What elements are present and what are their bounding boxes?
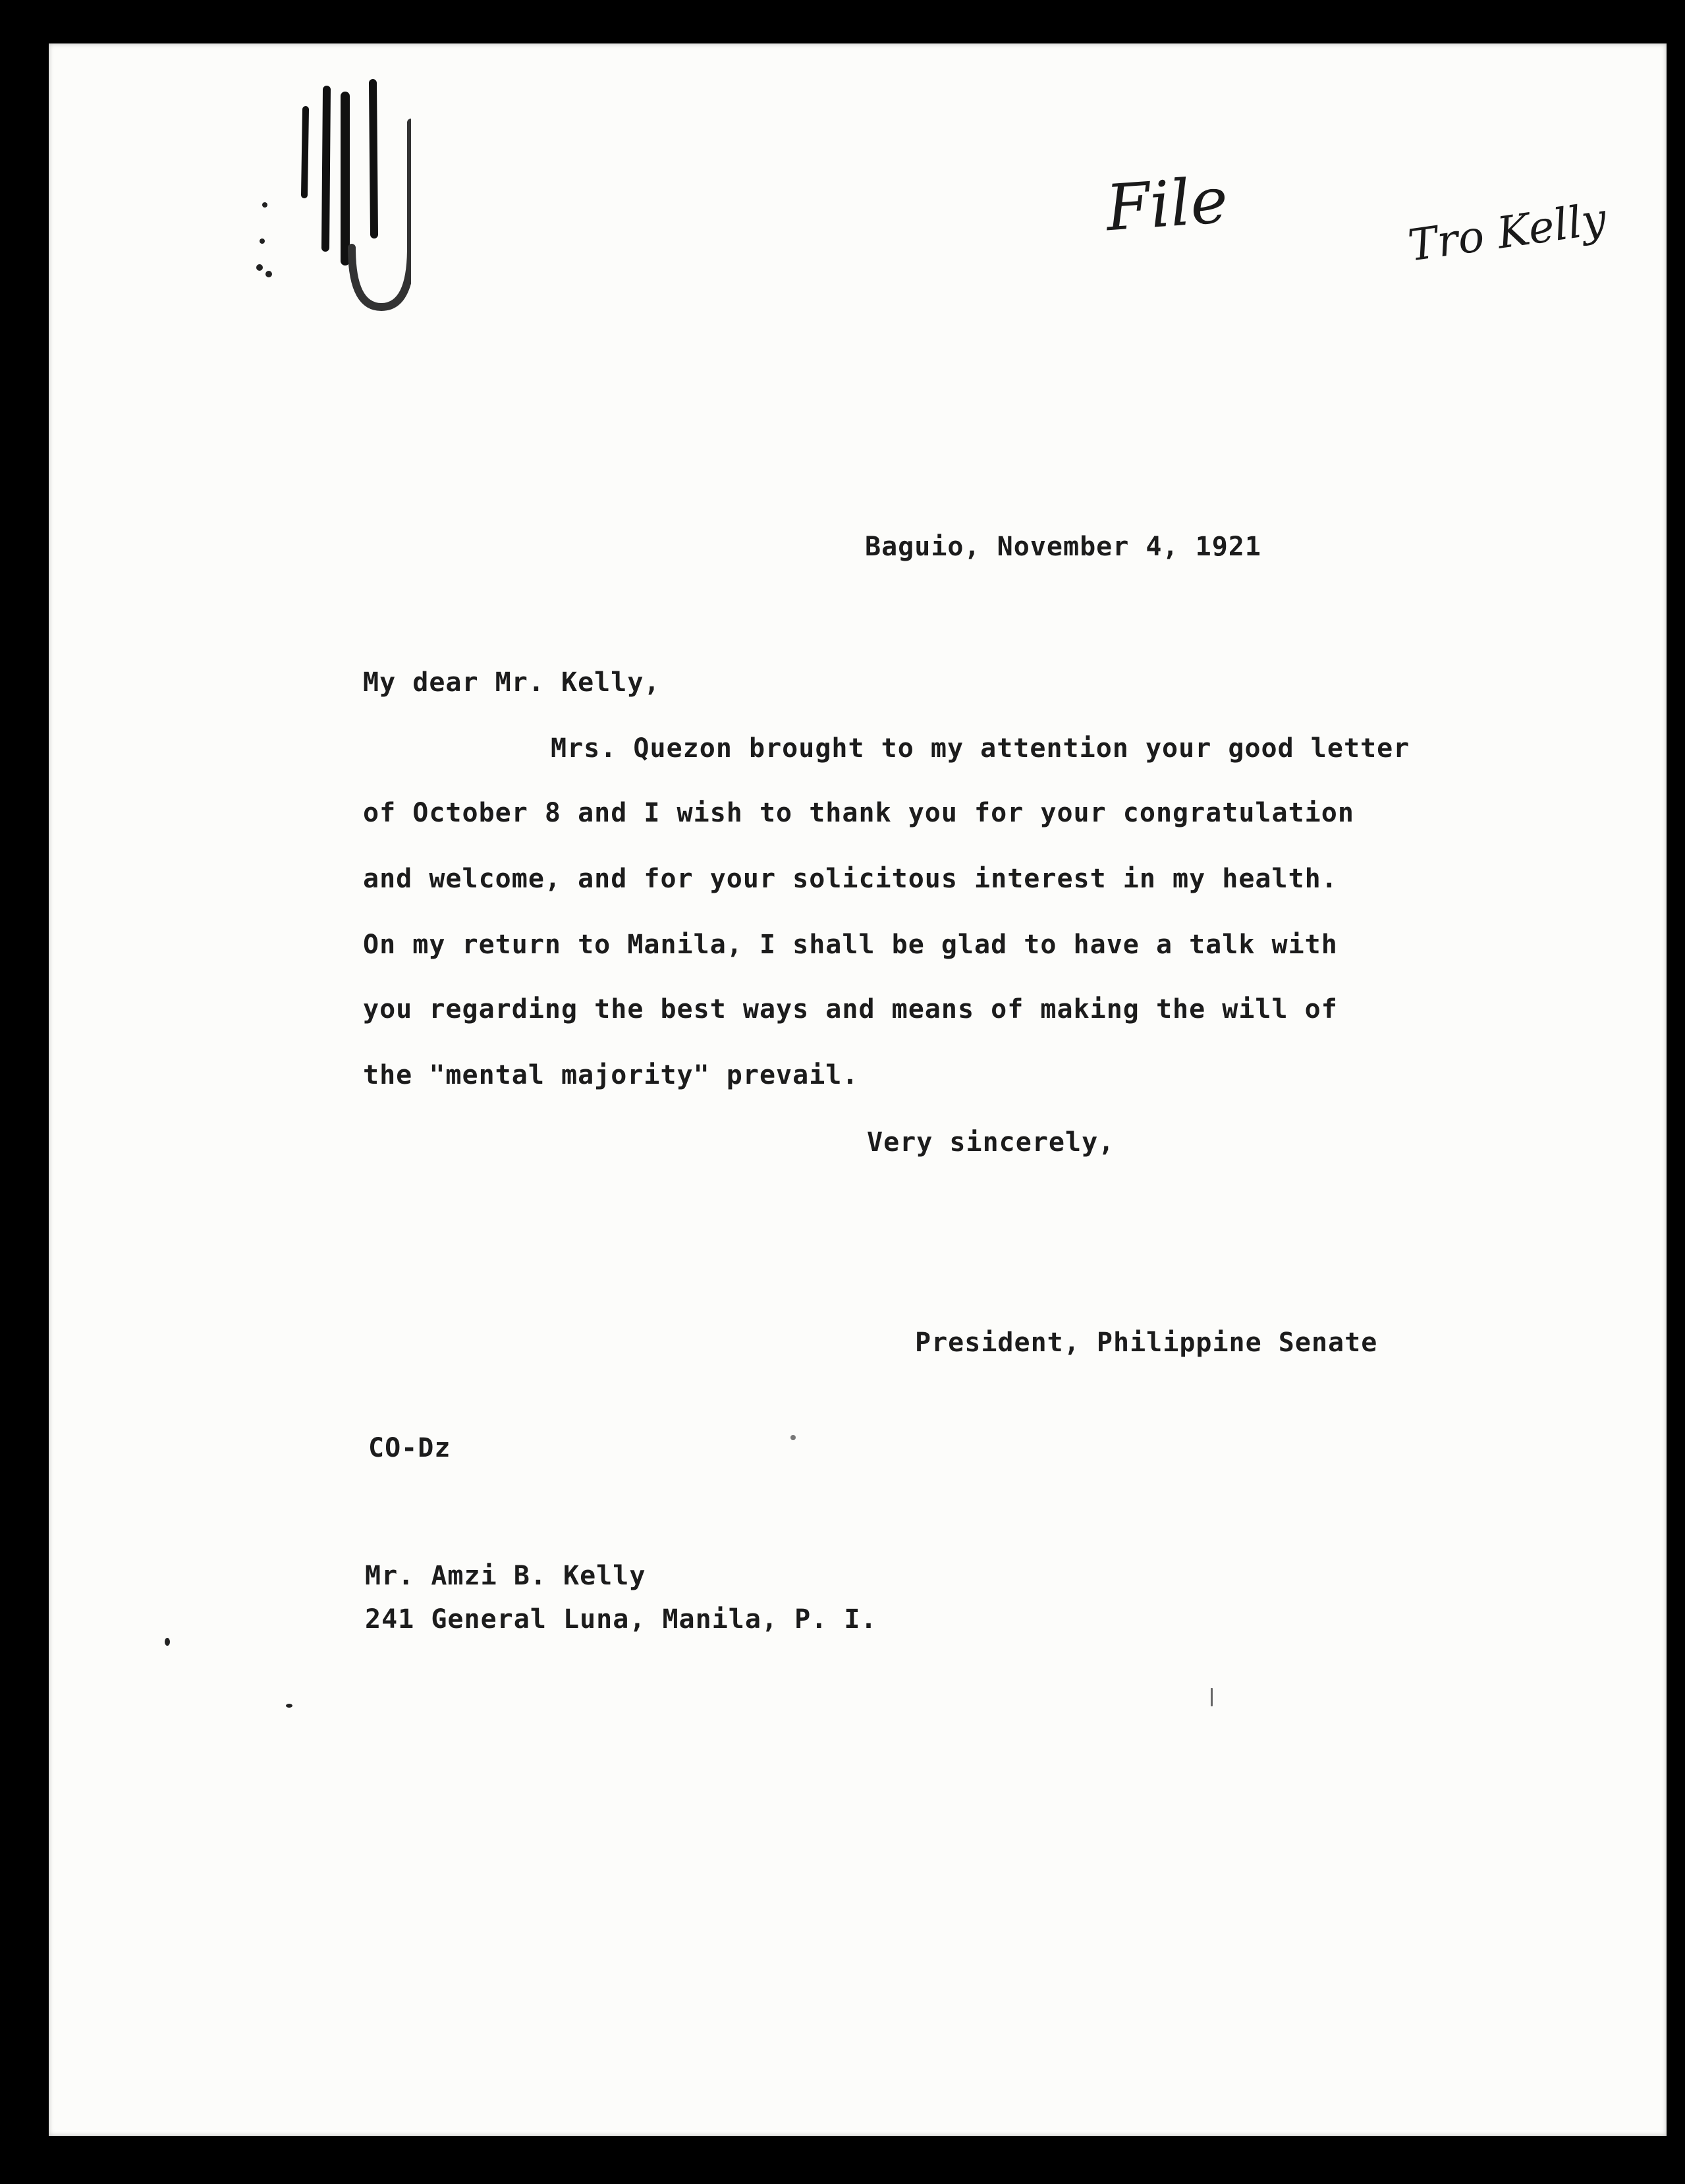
handwritten-name-note: Tro Kelly bbox=[1405, 193, 1610, 271]
closing: Very sincerely, bbox=[867, 1127, 1115, 1158]
ink-speck bbox=[286, 1704, 292, 1708]
body-line: On my return to Manila, I shall be glad to have a talk with bbox=[363, 930, 1338, 960]
paperclip-mark-icon bbox=[253, 63, 411, 340]
handwritten-file-note: File bbox=[1103, 163, 1230, 246]
salutation: My dear Mr. Kelly, bbox=[363, 667, 661, 698]
recipient-name: Mr. Amzi B. Kelly bbox=[365, 1561, 646, 1591]
body-line: the "mental majority" prevail. bbox=[363, 1060, 859, 1090]
body-line: you regarding the best ways and means of making the will of bbox=[363, 994, 1338, 1024]
ink-speck bbox=[790, 1435, 796, 1440]
signature-title: President, Philippine Senate bbox=[915, 1328, 1378, 1358]
recipient-address: 241 General Luna, Manila, P. I. bbox=[365, 1604, 877, 1635]
ink-speck bbox=[165, 1638, 170, 1646]
body-line: and welcome, and for your solicitous interest in my health. bbox=[363, 864, 1338, 894]
reference-initials: CO-Dz bbox=[368, 1433, 451, 1463]
ink-speck bbox=[1211, 1688, 1213, 1706]
date-line: Baguio, November 4, 1921 bbox=[865, 532, 1261, 562]
body-line: of October 8 and I wish to thank you for your congratulation bbox=[363, 798, 1354, 828]
body-line: Mrs. Quezon brought to my attention your good letter bbox=[551, 733, 1410, 764]
letter-page bbox=[49, 43, 1667, 2136]
